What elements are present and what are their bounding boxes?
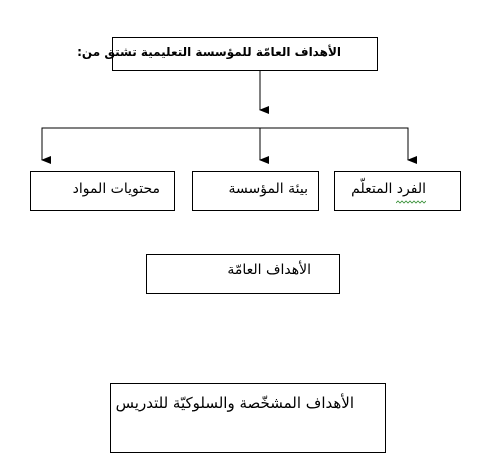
branch-connector xyxy=(42,128,408,160)
subject-content-box xyxy=(30,171,175,211)
objectives-source-box xyxy=(77,37,378,71)
general-goals-box xyxy=(146,254,340,294)
specific-goals-label: الأهداف المشخّصة والسلوكيّة للتدريس xyxy=(115,394,354,412)
subject-content-label: محتويات المواد xyxy=(72,181,160,197)
institution-environment-box xyxy=(192,171,319,211)
learner-box xyxy=(334,171,461,211)
general-goals-label: الأهداف العامّة xyxy=(227,262,311,278)
specific-goals-box xyxy=(110,383,386,453)
spellcheck-underline xyxy=(396,200,426,204)
institution-environment-label: بيئة المؤسسة xyxy=(228,181,308,197)
objectives-source-label: الأهداف العامّة للمؤسسة التعليمية تشتق من: xyxy=(77,45,341,59)
learner-label: الفرد المتعلّم xyxy=(351,181,426,197)
